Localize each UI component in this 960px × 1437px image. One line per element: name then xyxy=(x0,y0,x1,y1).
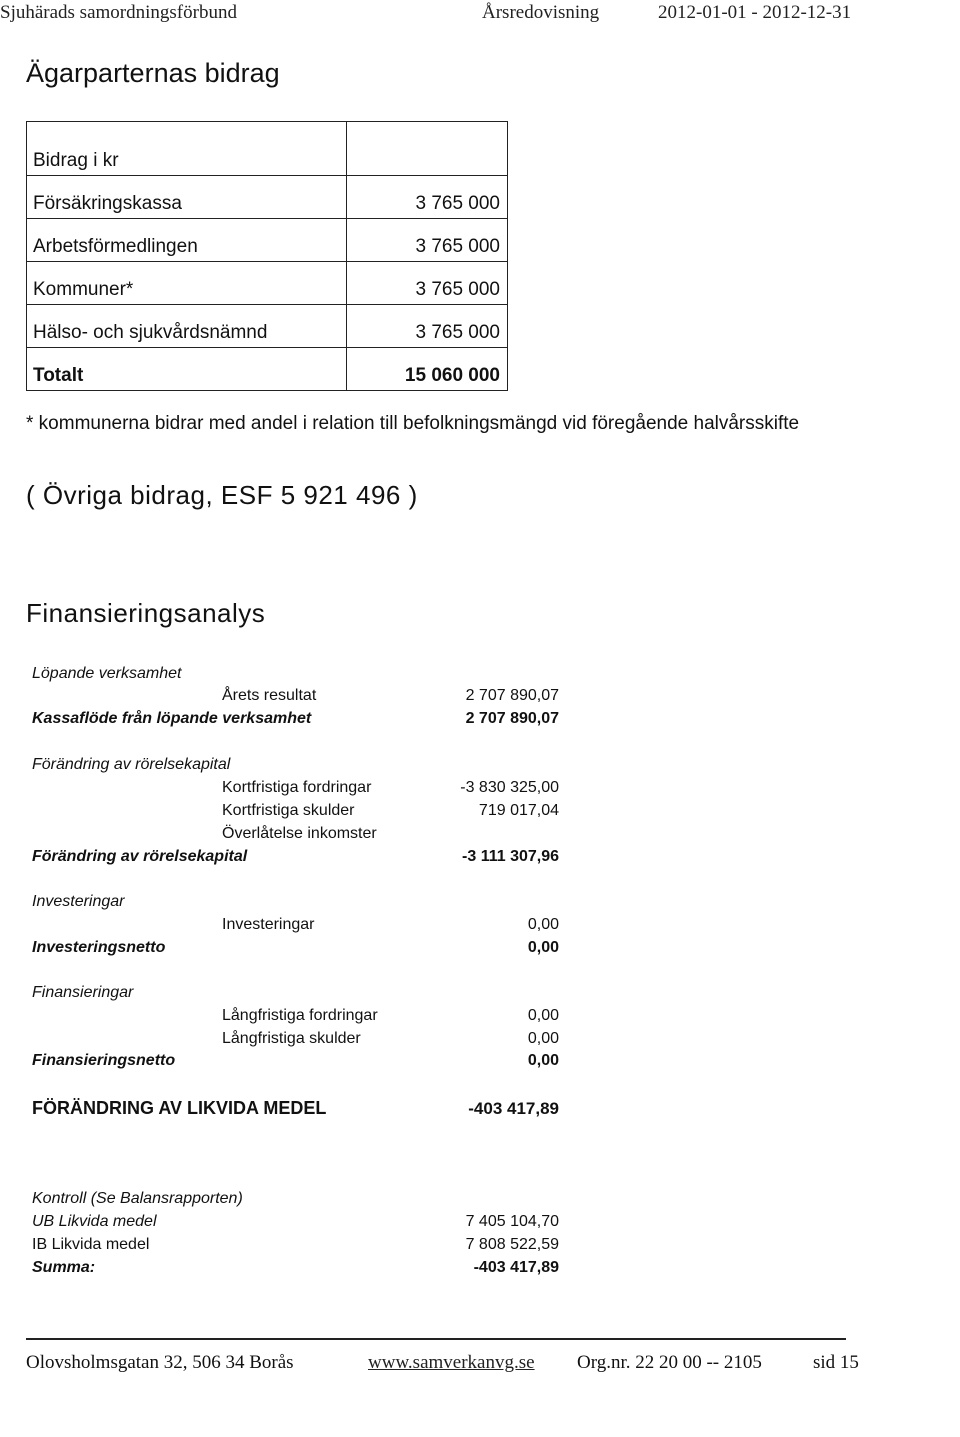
footnote: * kommunerna bidrar med andel i relation till befolkningsmängd vid föregående halvårsskifte xyxy=(26,413,800,434)
table-header-value xyxy=(347,122,508,176)
change-label: FÖRÄNDRING AV LIKVIDA MEDEL xyxy=(32,1098,327,1118)
section-heading-investeringar: Investeringar xyxy=(32,893,125,910)
table-row xyxy=(27,305,508,348)
sum-label: Förändring av rörelsekapital xyxy=(32,848,248,865)
table-row xyxy=(27,176,508,219)
table-row xyxy=(27,219,508,262)
section-heading-finansieringar: Finansieringar xyxy=(32,984,134,1001)
item-label: Långfristiga fordringar xyxy=(222,1007,378,1024)
control-ib-label: IB Likvida medel xyxy=(32,1236,150,1253)
table-row xyxy=(27,262,508,305)
table-total-row xyxy=(27,348,508,391)
footer-org-nr: Org.nr. 22 20 00 -- 2105 xyxy=(577,1352,762,1373)
control-ub-label: UB Likvida medel xyxy=(32,1213,157,1230)
control-ib-value: 7 808 522,59 xyxy=(465,1236,559,1253)
control-sum-label: Summa: xyxy=(32,1259,96,1276)
section-heading-lopande: Löpande verksamhet xyxy=(32,665,182,682)
sum-label: Investeringsnetto xyxy=(32,939,166,956)
sum-value: 2 707 890,07 xyxy=(465,710,559,727)
change-value: -403 417,89 xyxy=(468,1099,559,1118)
row-value: 3 765 000 xyxy=(347,305,508,348)
row-value: 3 765 000 xyxy=(347,176,508,219)
row-label: Hälso- och sjukvårdsnämnd xyxy=(27,305,347,348)
other-contributions: ( Övriga bidrag, ESF 5 921 496 ) xyxy=(26,480,418,510)
sum-value: -3 111 307,96 xyxy=(462,848,559,865)
table-header-label: Bidrag i kr xyxy=(27,122,347,176)
item-label: Långfristiga skulder xyxy=(222,1030,361,1047)
item-value: 719 017,04 xyxy=(478,802,559,819)
footer-page-number: sid 15 xyxy=(813,1352,859,1373)
sum-value: 0,00 xyxy=(527,1052,559,1069)
item-value: 2 707 890,07 xyxy=(465,687,559,704)
sum-value: 0,00 xyxy=(527,939,559,956)
contributions-table xyxy=(26,121,508,391)
footer-divider xyxy=(26,1338,846,1340)
item-value: -3 830 325,00 xyxy=(460,779,559,796)
analysis-title: Finansieringsanalys xyxy=(26,598,266,628)
item-value: 0,00 xyxy=(527,1007,559,1024)
section-heading-rorelse: Förändring av rörelsekapital xyxy=(32,756,231,773)
control-heading: Kontroll (Se Balansrapporten) xyxy=(32,1190,243,1207)
item-label: Årets resultat xyxy=(222,687,317,704)
item-label: Kortfristiga fordringar xyxy=(222,779,372,796)
row-label: Arbetsförmedlingen xyxy=(27,219,347,262)
page-title: Ägarparternas bidrag xyxy=(26,58,280,88)
sum-label: Finansieringsnetto xyxy=(32,1052,176,1069)
sum-label: Kassaflöde från löpande verksamhet xyxy=(32,710,312,727)
total-value: 15 060 000 xyxy=(347,348,508,391)
control-ub-value: 7 405 104,70 xyxy=(465,1213,559,1230)
row-value: 3 765 000 xyxy=(347,262,508,305)
item-label: Kortfristiga skulder xyxy=(222,802,355,819)
total-label: Totalt xyxy=(27,348,347,391)
report-type: Årsredovisning xyxy=(482,2,600,23)
table-header-row xyxy=(27,122,508,176)
row-label: Kommuner* xyxy=(27,262,347,305)
item-label: Överlåtelse inkomster xyxy=(222,825,377,842)
control-sum-value: -403 417,89 xyxy=(473,1259,559,1276)
item-label: Investeringar xyxy=(222,916,315,933)
item-value: 0,00 xyxy=(527,916,559,933)
item-value: 0,00 xyxy=(527,1030,559,1047)
report-period: 2012-01-01 - 2012-12-31 xyxy=(658,2,852,23)
footer-address: Olovsholmsgatan 32, 506 34 Borås xyxy=(26,1352,294,1373)
organization-name: Sjuhärads samordningsförbund xyxy=(0,2,237,23)
row-value: 3 765 000 xyxy=(347,219,508,262)
footer-website-link[interactable]: www.samverkanvg.se xyxy=(368,1352,535,1373)
row-label: Försäkringskassa xyxy=(27,176,347,219)
